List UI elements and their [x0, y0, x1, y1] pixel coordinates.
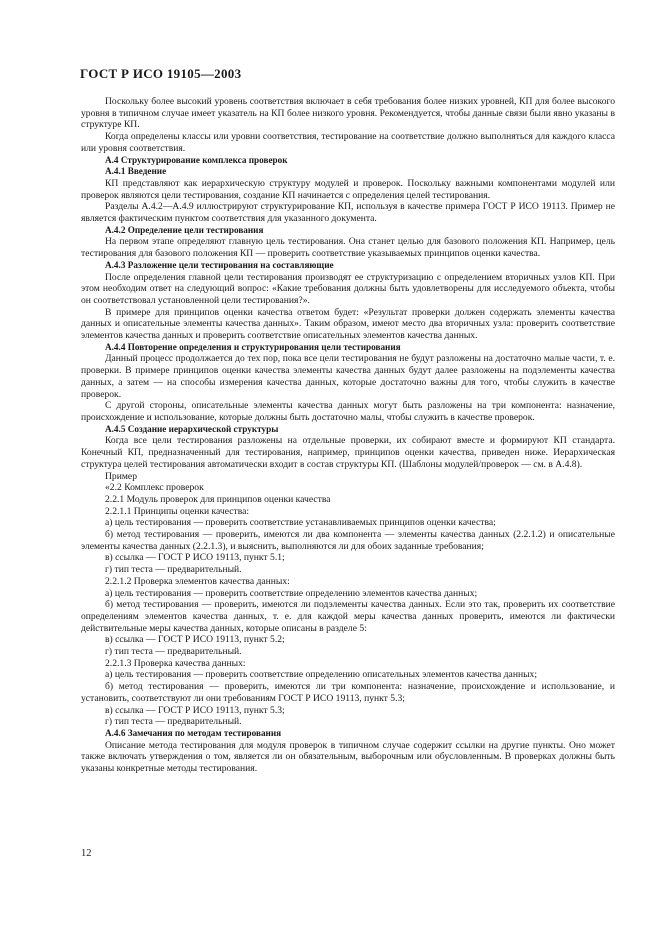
subsection-heading: А.4.1 Введение — [105, 166, 167, 177]
list-item: б) метод тестирования — проверить, имеются ли два компонента — элементы качества данных (2.2.1.2) и описательные элементы качества данных (2.2.1.3), и выяснить, выполняются ли для обоих заданные требования; — [81, 529, 615, 552]
example-line: 2.2.1.3 Проверка качества данных: — [105, 657, 246, 669]
subsection-heading: А.4.5 Создание иерархической структуры — [105, 423, 279, 434]
page-number: 12 — [81, 848, 92, 859]
list-item: а) цель тестирования — проверить соответствие определению описательных элементов качества данных; — [105, 669, 537, 681]
paragraph: С другой стороны, описательные элементы качества данных могут быть разложены на три компонента: назначение, происхождение и использование, которые должны быть достаточно малы, чтобы служить в качестве проверок. — [81, 400, 615, 423]
example-line: «2.2 Комплекс проверок — [105, 482, 204, 494]
paragraph: Когда определены классы или уровни соответствия, тестирование на соответствие должно выполняться для каждого класса или уровня соответствия. — [81, 131, 615, 154]
subsection-heading: А.4.4 Повторение определения и структурирования цели тестирования — [105, 341, 401, 352]
paragraph: На первом этапе определяют главную цель тестирования. Она станет целью для базового положения КП. Например, цель тестирования для базового положения КП — проверить соответствие указываемых принципов оценки качества. — [81, 236, 615, 260]
subsection-heading: А.4.6 Замечания по методам тестирования — [105, 727, 282, 738]
paragraph: Когда все цели тестирования разложены на отдельные проверки, их собирают вместе и формируют КП стандарта. Конечный КП, предназначенный для тестирования, например, принципов оценки качества, приведен ниже. Иерархическая структура целей тестирования автоматически входит в состав структуры КП. (Шаблоны модулей/проверок — см. в А.4.8). — [81, 435, 615, 470]
list-item: г) тип теста — предварительный. — [105, 646, 242, 658]
list-item: в) ссылка — ГОСТ Р ИСО 19113, пункт 5.3; — [105, 704, 285, 716]
paragraph: Данный процесс продолжается до тех пор, пока все цели тестирования не будут разложены на достаточно малые части, т. е. проверки. В примере принципов оценки качества элементы качества данных будут далее разложены на подэлементы качества данных, а затем — на способы измерения качества данных, которые достаточно важны для того, чтобы служить в качестве проверок. — [81, 353, 615, 400]
subsection-heading: А.4.2 Определение цели тестирования — [105, 224, 264, 235]
paragraph: КП представляют как иерархическую структуру модулей и проверок. Поскольку важными компонентами модулей или проверок являются цели тестирования, создание КП начинается с определения целей тестирования. — [81, 177, 615, 201]
example-line: 2.2.1 Модуль проверок для принципов оценки качества — [105, 493, 331, 505]
list-item: в) ссылка — ГОСТ Р ИСО 19113, пункт 5.1; — [105, 552, 285, 564]
list-item: г) тип теста — предварительный. — [105, 564, 242, 576]
section-heading: А.4 Структурирование комплекса проверок — [105, 154, 288, 165]
paragraph: Описание метода тестирования для модуля проверок в типичном случае содержит ссылки на другие пункты. Оно может также включать утверждения о том, является ли он обязательным, выборочным или обусловленным. В проверках должны быть указаны конкретные методы тестирования. — [81, 739, 615, 775]
document-header: ГОСТ Р ИСО 19105—2003 — [80, 66, 242, 81]
example-label: Пример — [105, 470, 137, 482]
list-item: в) ссылка — ГОСТ Р ИСО 19113, пункт 5.2; — [105, 634, 285, 646]
example-line: 2.2.1.1 Принципы оценки качества: — [105, 505, 250, 517]
list-item: а) цель тестирования — проверить соответствие определению элементов качества данных; — [105, 587, 478, 599]
paragraph: В примере для принципов оценки качества ответом будет: «Результат проверки должен содержать элементы качества данных и описательные элементы качества данных». Таким образом, имеют место два вторичных узла: проверить соответствие элементов качества данных и проверить соответствие описательных элементов качества данных. — [81, 306, 615, 342]
subsection-heading: А.4.3 Разложение цели тестирования на составляющие — [105, 259, 334, 270]
paragraph: Разделы А.4.2—А.4.9 иллюстрируют структурирование КП, используя в качестве примера ГОСТ Р ИСО 19113. Пример не является фактическим пунктом соответствия для указанного документа. — [81, 201, 615, 225]
example-line: 2.2.1.2 Проверка элементов качества данных: — [105, 575, 290, 587]
paragraph: Поскольку более высокий уровень соответствия включает в себя требования более низких уровней, КП для более высокого уровня в типичном случае имеет указатель на КП более низкого уровня. Рекомендуется, чтобы данные связи были явно указаны в структуре КП. — [81, 96, 615, 131]
paragraph: После определения главной цели тестирования производят ее структуризацию с определением вторичных узлов КП. При этом необходим ответ на следующий вопрос: «Какие требования должны быть удовлетворены для исследуемого объекта, чтобы он соответствовал установленной цели тестирования?». — [81, 271, 615, 306]
page-body — [81, 96, 615, 775]
list-item: а) цель тестирования — проверить соответствие устанавливаемых принципов оценки качества; — [105, 517, 496, 529]
list-item: б) метод тестирования — проверить, имеются ли три компонента: назначение, происхождение и использование, и установить, соответствуют ли они требованиям ГОСТ Р ИСО 19113, пункт 5.3; — [81, 681, 615, 704]
list-item: г) тип теста — предварительный. — [105, 716, 242, 728]
list-item: б) метод тестирования — проверить, имеются ли подэлементы качества данных. Если это так, проверить их соответствие определениям элементов качества данных, т. е. для каждой меры качества данных проверить, имеются ли фактически действительные меры качества данных, которые описаны в разделе 5: — [81, 599, 615, 634]
